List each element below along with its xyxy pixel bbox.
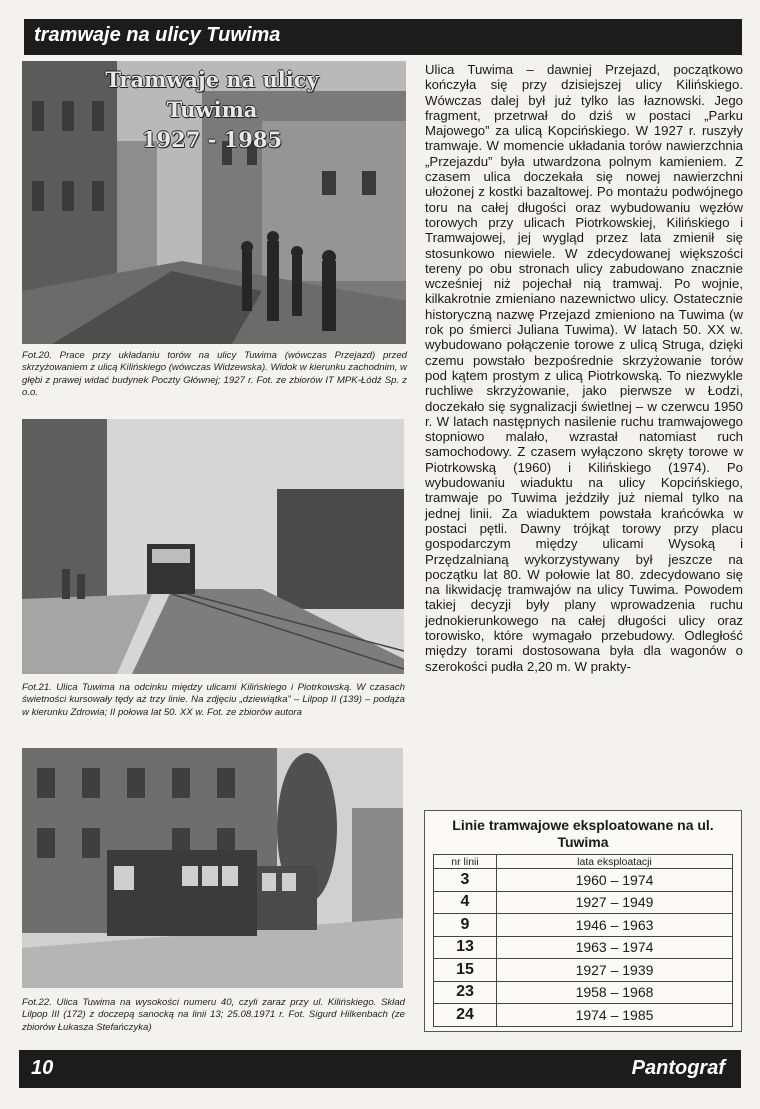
line-number: 4 <box>434 891 497 914</box>
magazine-name: Pantograf <box>631 1057 725 1079</box>
table-row <box>434 914 733 937</box>
article-body: Ulica Tuwima – dawniej Przejazd, początkowo kończyła się przy dzisiejszej ulicy Kilińskiego. Wówczas dalej był już tylko las łaznowski. Jego fragment, przetrwał do dziś w postaci „Parku Majowego” za ulicą Kopcińskiego. W 1927 r. ruszyły tramwaje. W momencie układania torów nawierzchnia „Przejazdu” była utwardzona polnym kamieniem. Z czasem ulica doczekała się nowej nawierzchni ułożonej z kostki bazaltowej. Po montażu podwójnego toru na całej długości oraz wybudowaniu węzłów torowych przy ulicach Piotrkowskiej, Kilińskiego i Tramwajowej, jej wygląd przez lata zmienił się stosunkowo niewiele. W zdecydowanej większości tereny po obu stronach ulicy zabudowano znacznie wcześniej niż pojechał nią tramwaj. Po wojnie, kilkakrotnie zmieniano nazewnictwo ulicy. Ostatecznie historyczną nazwę Przejazd zmieniono na Tuwima (w rok po śmierci Juliana Tuwima). W latach 50. XX w. wybudowano połączenie torowe z ulicą Struga, dzięki czemu powstało bezpośrednie skrzyżowanie torów pod kątem prostym z ulicą Piotrkowską. To niezwykle ruchliwe skrzyżowanie, jako pierwsze w Łodzi, doczekało się sygnalizacji świetlnej – w czerwcu 1950 r. W latach następnych nasilenie ruchu tramwajowego stopniowo malało, wzrastał natomiast ruch samochodowy. Z czasem wyłączono skręty torowe w Piotrkowską (1960) i Kilińskiego (1974). Po wybudowaniu wiaduktu na ulicy Kopcińskiego, tramwaje po Tuwima jeździły już niemal tylko na jednej linii. Za wiaduktem powstała krańcówka w postaci pętli. Dawny trójkąt torowy przy placu gospodarczym między ulicami Wysoką i Przędzalnianą wykorzystywany był jeszcze na początku lat 80. W połowie lat 80. zdecydowano się na likwidację tramwajów na ulicy Tuwima. Powodem takiej decyzji były plany wprowadzenia ruchu jednokierunkowego na całej długości ulicy oraz torowisko, które wymagało przebudowy. Odległość między torami dostosowana była dla wagonów o szerokości pudła 2,20 m. W prakty- <box>425 62 743 674</box>
header-bar <box>24 19 742 55</box>
table-row <box>434 981 733 1004</box>
table-title: Linie tramwajowe eksploatowane na ul. Tuwima <box>452 817 714 850</box>
line-years: 1963 – 1974 <box>497 936 733 959</box>
line-years: 1958 – 1968 <box>497 981 733 1004</box>
line-number: 13 <box>434 936 497 959</box>
table-row <box>434 959 733 982</box>
column-header-years: lata eksploatacji <box>497 855 733 869</box>
photo-caption-21: Fot.21. Ulica Tuwima na odcinku między ulicami Kilińskiego i Piotrkowską. W czasach świetności kursowały tędy aż trzy linie. Na zdjęciu „dziewiątka” – Lilpop II (139) – podąża w kierunku Zdrowia; II połowa lat 50. XX w. Fot. ze zbiorów autora <box>22 682 405 718</box>
line-years: 1946 – 1963 <box>497 914 733 937</box>
line-number: 9 <box>434 914 497 937</box>
table-row <box>434 936 733 959</box>
line-number: 15 <box>434 959 497 982</box>
photo-lilpop-1971 <box>22 748 403 988</box>
line-years: 1974 – 1985 <box>497 1004 733 1027</box>
table-row <box>434 891 733 914</box>
footer-bar <box>19 1050 741 1088</box>
line-years: 1960 – 1974 <box>497 869 733 892</box>
tram-lines-table <box>433 854 733 1027</box>
line-number: 3 <box>434 869 497 892</box>
line-number: 24 <box>434 1004 497 1027</box>
table-row <box>434 1004 733 1027</box>
photo-tram-line-9 <box>22 419 404 674</box>
page-number: 10 <box>31 1057 54 1079</box>
photo-caption-22: Fot.22. Ulica Tuwima na wysokości numeru 40, czyli zaraz przy ul. Kilińskiego. Skład Lilpop III (172) z doczepą sanocką na linii 13; 25.08.1971 r. Fot. Sigurd Hilkenbach (ze zbiorów Łukasza Stefańczyka) <box>22 997 405 1033</box>
line-years: 1927 – 1949 <box>497 891 733 914</box>
line-number: 23 <box>434 981 497 1004</box>
page-header-title: tramwaje na ulicy Tuwima <box>34 24 281 46</box>
photo-overlay-title: Tramwaje na ulicy Tuwima 1927 - 1985 <box>105 67 319 152</box>
photo-caption-20: Fot.20. Prace przy układaniu torów na ulicy Tuwima (wówczas Przejazd) przed skrzyżowaniem z ulicą Kilińskiego (wówczas Widzewska). Widok w kierunku zachodnim, w głębi z prawej widać budynek Poczty Głównej; 1927 r. Fot. ze zbiorów IT MPK-Łódź Sp. z o.o. <box>22 350 407 399</box>
line-years: 1927 – 1939 <box>497 959 733 982</box>
tram-lines-table-box <box>424 810 742 1032</box>
photo-track-works-1927 <box>22 61 406 344</box>
column-header-line: nr linii <box>434 855 497 869</box>
table-row <box>434 869 733 892</box>
